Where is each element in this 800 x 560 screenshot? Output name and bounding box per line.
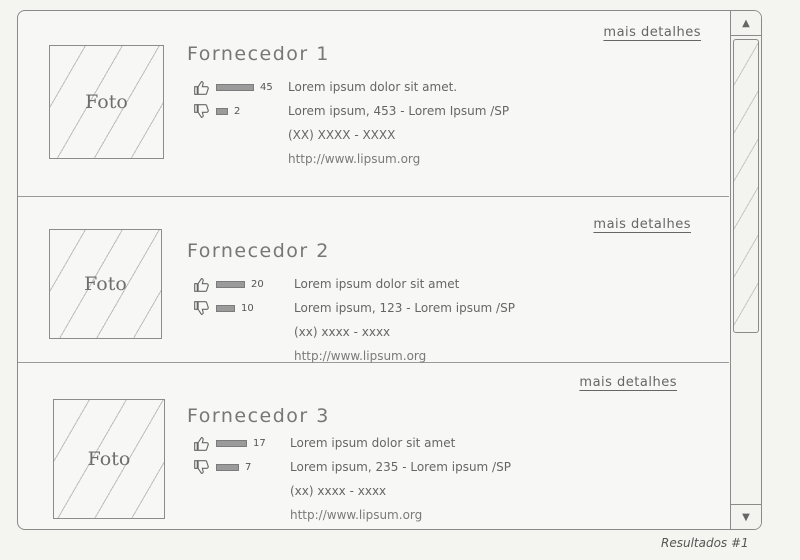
supplier-name[interactable]: Fornecedor 3 xyxy=(187,405,330,427)
supplier-list xyxy=(18,11,729,529)
like-button[interactable] xyxy=(193,75,273,99)
supplier-website-link[interactable]: http://www.lipsum.org xyxy=(294,349,427,363)
scrollbar-thumb[interactable] xyxy=(733,39,759,333)
supplier-website-link[interactable]: http://www.lipsum.org xyxy=(288,152,421,166)
vote-panel xyxy=(193,75,273,123)
results-page-label: Resultados #1 xyxy=(661,536,749,550)
thumbs-up-icon xyxy=(193,276,210,293)
supplier-website-link[interactable]: http://www.lipsum.org xyxy=(290,508,423,522)
like-count: 45 xyxy=(260,81,273,93)
arrow-down-icon: ▼ xyxy=(742,511,750,523)
like-bar xyxy=(216,281,245,288)
supplier-description: Lorem ipsum dolor sit amet xyxy=(290,436,456,450)
vertical-scrollbar[interactable] xyxy=(730,11,761,529)
supplier-name[interactable]: Fornecedor 2 xyxy=(187,240,330,262)
dislike-bar xyxy=(216,305,235,312)
supplier-phone: (xx) xxxx - xxxx xyxy=(294,325,391,339)
vote-panel xyxy=(193,272,264,320)
more-details-link[interactable]: mais detalhes xyxy=(593,217,691,232)
supplier-description: Lorem ipsum dolor sit amet xyxy=(294,277,460,291)
supplier-card-3 xyxy=(18,363,729,529)
dislike-count: 7 xyxy=(245,461,252,473)
supplier-photo[interactable] xyxy=(49,229,162,339)
photo-placeholder-label: Foto xyxy=(85,91,128,113)
supplier-photo[interactable] xyxy=(53,399,165,519)
dislike-count: 10 xyxy=(241,302,254,314)
dislike-count: 2 xyxy=(234,105,241,117)
thumbs-down-icon xyxy=(193,459,210,476)
supplier-description: Lorem ipsum dolor sit amet. xyxy=(288,80,458,94)
vote-panel xyxy=(193,431,266,479)
like-count: 17 xyxy=(253,437,266,449)
supplier-info xyxy=(294,272,515,368)
arrow-up-icon: ▲ xyxy=(742,17,750,29)
dislike-bar xyxy=(216,108,228,115)
like-button[interactable] xyxy=(193,431,266,455)
like-bar xyxy=(216,84,254,91)
dislike-button[interactable] xyxy=(193,455,266,479)
supplier-address: Lorem ipsum, 453 - Lorem Ipsum /SP xyxy=(288,104,510,118)
supplier-address: Lorem ipsum, 123 - Lorem ipsum /SP xyxy=(294,301,515,315)
scroll-down-button[interactable] xyxy=(731,504,761,529)
like-count: 20 xyxy=(251,278,264,290)
dislike-button[interactable] xyxy=(193,99,273,123)
scroll-up-button[interactable] xyxy=(731,11,761,36)
more-details-link[interactable]: mais detalhes xyxy=(579,375,677,390)
supplier-name[interactable]: Fornecedor 1 xyxy=(187,43,330,65)
supplier-phone: (XX) XXXX - XXXX xyxy=(288,128,396,142)
dislike-bar xyxy=(216,464,239,471)
photo-placeholder-label: Foto xyxy=(84,273,127,295)
supplier-info xyxy=(288,75,509,171)
supplier-card-2 xyxy=(18,196,729,363)
supplier-card-1 xyxy=(18,11,729,197)
thumbs-up-icon xyxy=(193,435,210,452)
thumbs-down-icon xyxy=(193,300,210,317)
supplier-address: Lorem ipsum, 235 - Lorem ipsum /SP xyxy=(290,460,511,474)
more-details-link[interactable]: mais detalhes xyxy=(603,25,701,40)
like-button[interactable] xyxy=(193,272,264,296)
supplier-photo[interactable] xyxy=(49,45,164,159)
results-window xyxy=(17,10,762,530)
dislike-button[interactable] xyxy=(193,296,264,320)
supplier-info xyxy=(290,431,511,527)
like-bar xyxy=(216,440,247,447)
thumbs-up-icon xyxy=(193,79,210,96)
thumbs-down-icon xyxy=(193,103,210,120)
supplier-phone: (xx) xxxx - xxxx xyxy=(290,484,387,498)
photo-placeholder-label: Foto xyxy=(87,448,131,470)
